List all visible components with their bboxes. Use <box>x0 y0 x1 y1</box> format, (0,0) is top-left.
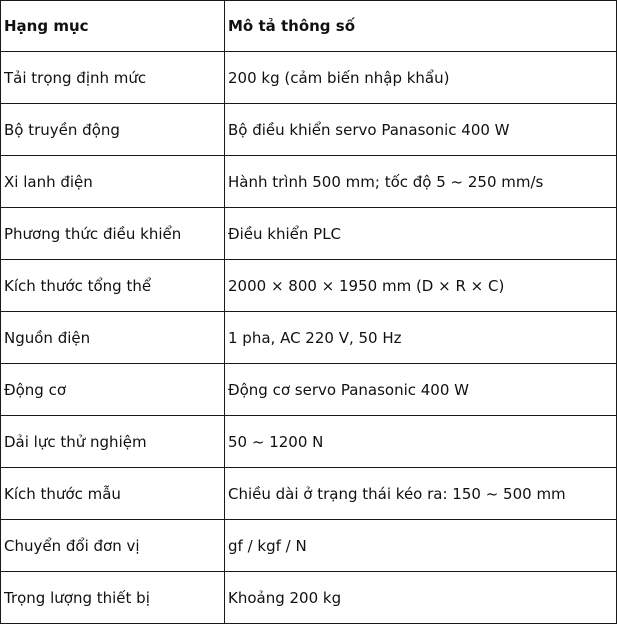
row-item-label: Chuyển đổi đơn vị <box>1 520 225 572</box>
row-item-value: Điều khiển PLC <box>225 208 617 260</box>
row-item-value: Khoảng 200 kg <box>225 572 617 624</box>
row-item-label: Tải trọng định mức <box>1 52 225 104</box>
row-item-label: Dải lực thử nghiệm <box>1 416 225 468</box>
row-item-value: 200 kg (cảm biến nhập khẩu) <box>225 52 617 104</box>
row-item-label: Kích thước mẫu <box>1 468 225 520</box>
row-item-label: Động cơ <box>1 364 225 416</box>
row-item-value: gf / kgf / N <box>225 520 617 572</box>
table-row <box>1 104 617 156</box>
row-item-value: Động cơ servo Panasonic 400 W <box>225 364 617 416</box>
table-row <box>1 416 617 468</box>
row-item-label: Xi lanh điện <box>1 156 225 208</box>
row-item-label: Nguồn điện <box>1 312 225 364</box>
row-item-value: Chiều dài ở trạng thái kéo ra: 150 ~ 500 mm <box>225 468 617 520</box>
row-item-value: 1 pha, AC 220 V, 50 Hz <box>225 312 617 364</box>
table-row <box>1 260 617 312</box>
row-item-value: 50 ~ 1200 N <box>225 416 617 468</box>
table-row <box>1 520 617 572</box>
table-row <box>1 208 617 260</box>
table-row <box>1 572 617 624</box>
table-row <box>1 156 617 208</box>
spec-table-header <box>1 1 617 52</box>
header-row <box>1 1 617 52</box>
table-row <box>1 312 617 364</box>
spec-table-body <box>1 52 617 624</box>
row-item-value: Hành trình 500 mm; tốc độ 5 ~ 250 mm/s <box>225 156 617 208</box>
header-item: Hạng mục <box>1 1 225 52</box>
table-row <box>1 468 617 520</box>
table-row <box>1 364 617 416</box>
table-row <box>1 52 617 104</box>
row-item-label: Bộ truyền động <box>1 104 225 156</box>
row-item-label: Phương thức điều khiển <box>1 208 225 260</box>
row-item-label: Trọng lượng thiết bị <box>1 572 225 624</box>
row-item-value: 2000 × 800 × 1950 mm (D × R × C) <box>225 260 617 312</box>
row-item-value: Bộ điều khiển servo Panasonic 400 W <box>225 104 617 156</box>
row-item-label: Kích thước tổng thể <box>1 260 225 312</box>
header-description: Mô tả thông số <box>225 1 617 52</box>
